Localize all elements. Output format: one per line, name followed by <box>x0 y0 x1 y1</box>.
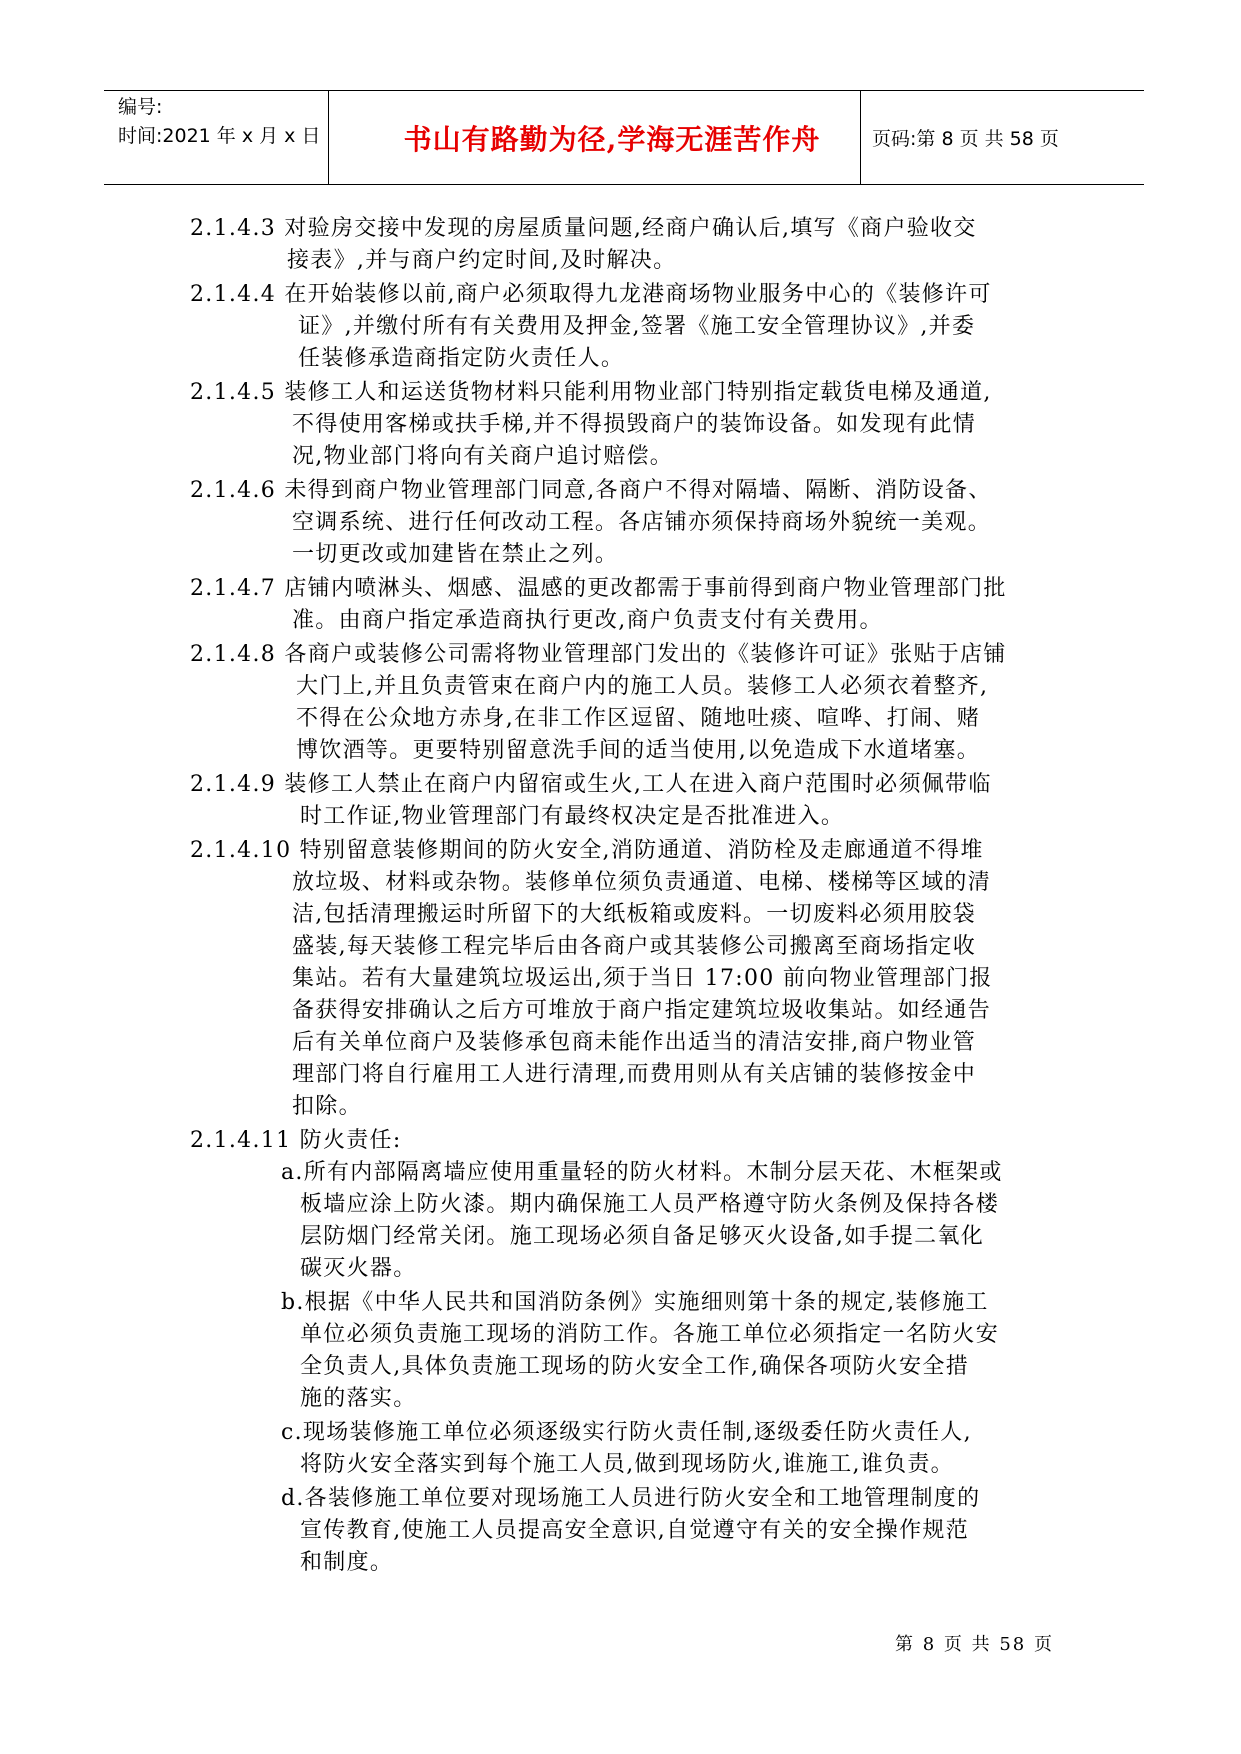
text-line: 时工作证,物业管理部门有最终权决定是否批准进入。 <box>300 804 845 829</box>
text-line: 和制度。 <box>300 1550 394 1575</box>
text-line: 准。由商户指定承造商执行更改,商户负责支付有关费用。 <box>292 608 883 633</box>
text-line: b.根据《中华人民共和国消防条例》实施细则第十条的规定,装修施工 <box>281 1290 989 1315</box>
text-line: 2.1.4.4 在开始装修以前,商户必须取得九龙港商场物业服务中心的《装修许可 <box>190 282 992 307</box>
text-line: 大门上,并且负责管束在商户内的施工人员。装修工人必须衣着整齐, <box>296 674 989 699</box>
text-line: 宣传教育,使施工人员提高安全意识,自觉遵守有关的安全操作规范 <box>300 1518 969 1543</box>
text-line: 不得在公众地方赤身,在非工作区逗留、随地吐痰、喧哗、打闹、赌 <box>296 706 980 731</box>
text-line: 将防火安全落实到每个施工人员,做到现场防火,谁施工,谁负责。 <box>300 1452 954 1477</box>
text-line: 空调系统、进行任何改动工程。各店铺亦须保持商场外貌统一美观。 <box>292 510 992 535</box>
page-header <box>104 90 1144 185</box>
text-line: 碳灭火器。 <box>300 1256 417 1281</box>
text-line: 单位必须负责施工现场的消防工作。各施工单位必须指定一名防火安 <box>300 1322 1000 1347</box>
text-line: 放垃圾、材料或杂物。装修单位须负责通道、电梯、楼梯等区域的清 <box>292 870 992 895</box>
text-line: 况,物业部门将向有关商户追讨赔偿。 <box>292 444 674 469</box>
header-meta <box>118 93 320 151</box>
text-line: 2.1.4.10 特别留意装修期间的防火安全,消防通道、消防栓及走廊通道不得堆 <box>190 838 984 863</box>
text-line: 集站。若有大量建筑垃圾运出,须于当日 17:00 前向物业管理部门报 <box>292 966 993 991</box>
text-line: 2.1.4.6 未得到商户物业管理部门同意,各商户不得对隔墙、隔断、消防设备、 <box>190 478 992 503</box>
text-line: 全负责人,具体负责施工现场的防火安全工作,确保各项防火安全措 <box>300 1354 969 1379</box>
text-line: 盛装,每天装修工程完毕后由各商户或其装修公司搬离至商场指定收 <box>292 934 976 959</box>
document-number-label: 编号: <box>118 96 163 118</box>
header-page-info: 页码:第 8 页 共 58 页 <box>872 128 1059 150</box>
text-line: 2.1.4.3 对验房交接中发现的房屋质量问题,经商户确认后,填写《商户验收交 <box>190 216 977 241</box>
text-line: 2.1.4.8 各商户或装修公司需将物业管理部门发出的《装修许可证》张贴于店铺 <box>190 642 1007 667</box>
text-line: 后有关单位商户及装修承包商未能作出适当的清洁安排,商户物业管 <box>292 1030 976 1055</box>
text-line: 任装修承造商指定防火责任人。 <box>298 346 625 371</box>
text-line: 备获得安排确认之后方可堆放于商户指定建筑垃圾收集站。如经通告 <box>292 998 992 1023</box>
header-divider-left <box>328 91 329 184</box>
text-line: 2.1.4.7 店铺内喷淋头、烟感、温感的更改都需于事前得到商户物业管理部门批 <box>190 576 1007 601</box>
text-line: 证》,并缴付所有有关费用及押金,签署《施工安全管理协议》,并委 <box>298 314 976 339</box>
text-line: c.现场装修施工单位必须逐级实行防火责任制,逐级委任防火责任人, <box>281 1420 972 1445</box>
page-footer: 第 8 页 共 58 页 <box>895 1634 1054 1655</box>
text-line: 2.1.4.5 装修工人和运送货物材料只能利用物业部门特别指定载货电梯及通道, <box>190 380 992 405</box>
header-divider-right <box>860 91 861 184</box>
text-line: 一切更改或加建皆在禁止之列。 <box>292 542 619 567</box>
text-line: 层防烟门经常关闭。施工现场必须自备足够灭火设备,如手提二氧化 <box>300 1224 984 1249</box>
text-line: 博饮酒等。更要特别留意洗手间的适当使用,以免造成下水道堵塞。 <box>296 738 980 763</box>
text-line: 扣除。 <box>292 1094 362 1119</box>
text-line: 不得使用客梯或扶手梯,并不得损毁商户的装饰设备。如发现有此情 <box>292 412 976 437</box>
text-line: 2.1.4.9 装修工人禁止在商户内留宿或生火,工人在进入商户范围时必须佩带临 <box>190 772 992 797</box>
text-line: 施的落实。 <box>300 1386 417 1411</box>
text-line: 洁,包括清理搬运时所留下的大纸板箱或废料。一切废料必须用胶袋 <box>292 902 976 927</box>
text-line: 理部门将自行雇用工人进行清理,而费用则从有关店铺的装修按金中 <box>292 1062 976 1087</box>
text-line: a.所有内部隔离墙应使用重量轻的防火材料。木制分层天花、木框架或 <box>281 1160 1003 1185</box>
text-line: d.各装修施工单位要对现场施工人员进行防火安全和工地管理制度的 <box>281 1486 981 1511</box>
header-motto: 书山有路勤为径,学海无涯苦作舟 <box>403 122 821 156</box>
text-line: 2.1.4.11 防火责任: <box>190 1128 402 1153</box>
document-time-label: 时间:2021 年 x 月 x 日 <box>118 125 321 147</box>
text-line: 板墙应涂上防火漆。期内确保施工人员严格遵守防火条例及保持各楼 <box>300 1192 1000 1217</box>
text-line: 接表》,并与商户约定时间,及时解决。 <box>287 248 677 273</box>
